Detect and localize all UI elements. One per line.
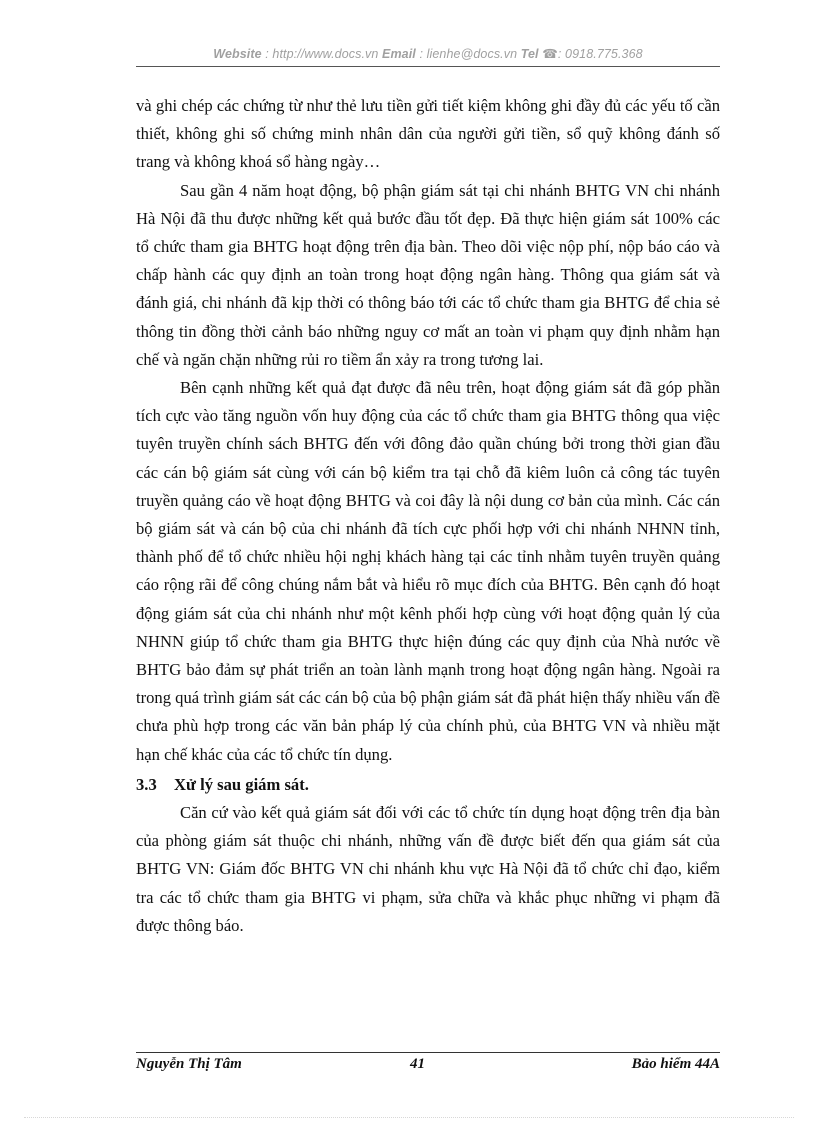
email-label: Email — [382, 47, 416, 61]
footer-divider — [136, 1052, 720, 1053]
page-number: 41 — [410, 1056, 425, 1072]
page-header — [136, 46, 720, 61]
page-bottom-edge — [24, 1117, 794, 1118]
document-body — [136, 92, 720, 940]
section-heading — [136, 771, 720, 799]
paragraph: Căn cứ vào kết quả giám sát đối với các tổ chức tín dụng hoạt động trên địa bàn của phòng giám sát thuộc chi nhánh, những vấn đề được biết đến qua giám sát của BHTG VN: Giám đốc BHTG VN chi nhánh khu vực Hà Nội đã tổ chức chỉ đạo, kiểm tra các tổ chức tham gia BHTG vi phạm, sửa chữa và khắc phục những vi phạm đã được thông báo. — [136, 803, 720, 935]
paragraph-continuation: và ghi chép các chứng từ như thẻ lưu tiền gửi tiết kiệm không ghi đầy đủ các yếu tố cần thiết, không ghi số chứng minh nhân dân của người gửi tiền, sổ quỹ không đánh số trang và không khoá sổ hàng ngày… — [136, 96, 720, 172]
paragraph: Bên cạnh những kết quả đạt được đã nêu trên, hoạt động giám sát đã góp phần tích cực vào tăng nguồn vốn huy động của các tổ chức tham gia BHTG thông qua việc tuyên truyền chính sách BHTG đến với đông đảo quần chúng bởi trong thời gian đầu các cán bộ giám sát cùng với cán bộ kiểm tra tại chỗ đã kiêm luôn cả công tác tuyên truyền quảng cáo về hoạt động BHTG và coi đây là nội dung cơ bản của mình. Các cán bộ giám sát và cán bộ của chi nhánh đã tích cực phối hợp với chi nhánh NHNN tỉnh, thành phố để tổ chức nhiều hội nghị khách hàng tại các tỉnh nhằm tuyên truyền quảng cáo rộng rãi để công chúng nắm bắt và hiểu rõ mục đích của BHTG. Bên cạnh đó hoạt động giám sát của chi nhánh như một kênh phối hợp cùng với hoạt động quản lý của NHNN giúp tổ chức tham gia BHTG thực hiện đúng các quy định của Nhà nước về BHTG bảo đảm sự phát triển an toàn lành mạnh trong hoạt động ngân hàng. Ngoài ra trong quá trình giám sát các cán bộ của bộ phận giám sát đã phát hiện thấy nhiều vấn đề chưa phù hợp trong các văn bản pháp lý của chính phủ, của BHTG VN và nhiều mặt hạn chế khác của các tổ chức tín dụng. — [136, 378, 720, 764]
header-divider — [136, 66, 720, 67]
website-label: Website — [213, 47, 262, 61]
tel-number: : 0918.775.368 — [557, 47, 643, 61]
tel-label: Tel — [520, 47, 539, 61]
website-url[interactable]: : http://www.docs.vn — [265, 47, 379, 61]
email-address[interactable]: : lienhe@docs.vn — [419, 47, 518, 61]
footer-author: Nguyễn Thị Tâm — [136, 1056, 242, 1072]
paragraph: Sau gần 4 năm hoạt động, bộ phận giám sát tại chi nhánh BHTG VN chi nhánh Hà Nội đã thu được những kết quả bước đầu tốt đẹp. Đã thực hiện giám sát 100% các tổ chức tham gia BHTG hoạt động trên địa bàn. Theo dõi việc nộp phí, nộp báo cáo và chấp hành các quy định an toàn trong hoạt động ngân hàng. Thông qua giám sát và đánh giá, chi nhánh đã kịp thời có thông báo tới các tổ chức tham gia BHTG để chia sẻ thông tin đồng thời cảnh báo những nguy cơ mất an toàn vi phạm quy định nhằm hạn chế và ngăn chặn những rủi ro tiềm ẩn xảy ra trong tương lai. — [136, 180, 720, 369]
footer-class: Bảo hiểm 44A — [631, 1056, 720, 1072]
section-number: 3.3 — [136, 774, 157, 794]
phone-icon: ☎ — [542, 47, 558, 61]
section-title: Xử lý sau giám sát. — [174, 774, 309, 794]
